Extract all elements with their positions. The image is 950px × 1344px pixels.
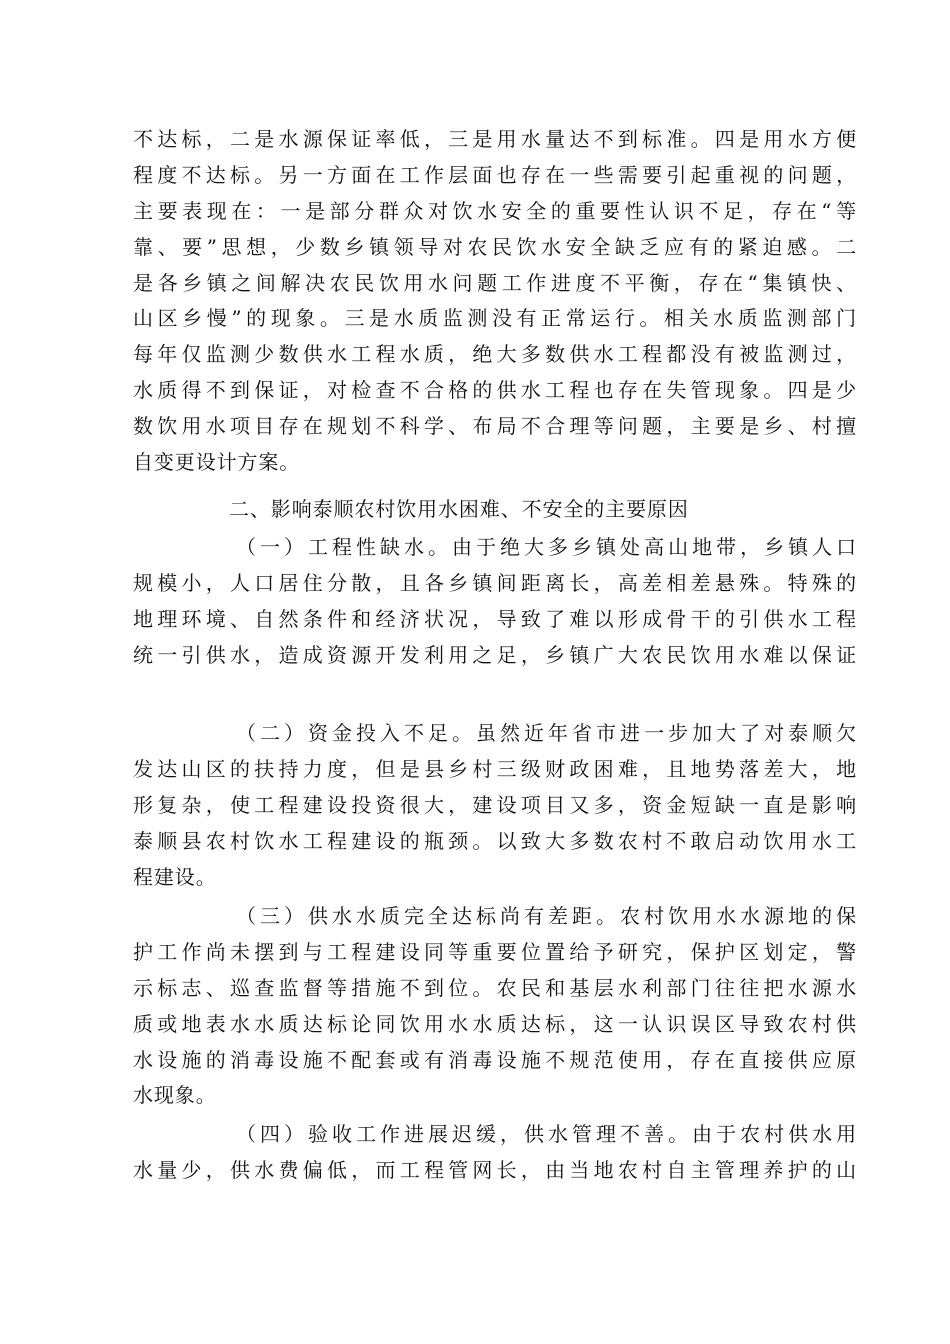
- text-line: 程建设。: [133, 864, 217, 889]
- text-line: 自变更设计方案。: [133, 450, 301, 475]
- text-line: 水量少，供水费偏低，而工程管网长，由当地农村自主管理养护的山: [133, 1157, 857, 1182]
- text-line: 地理环境、自然条件和经济状况，导致了难以形成骨干的引供水工程: [133, 606, 857, 631]
- text-line: （一）工程性缺水。由于绝大多乡镇处高山地带，乡镇人口: [236, 535, 857, 559]
- text-line: 数饮用水项目存在规划不科学、布局不合理等问题，主要是乡、村擅: [133, 414, 857, 439]
- text-line: 护工作尚未摆到与工程建设同等重要位置给予研究，保护区划定，警: [133, 939, 857, 964]
- paragraph-problems: [133, 122, 857, 481]
- section-heading: [133, 492, 857, 528]
- text-line: 泰顺县农村饮水工程建设的瓶颈。以致大多数农村不敢启动饮用水工: [133, 828, 857, 853]
- text-line: 水质得不到保证，对检查不合格的供水工程也存在失管现象。四是少: [133, 378, 857, 403]
- text-line: 规模小，人口居住分散，且各乡镇间距离长，高差相差悬殊。特殊的: [133, 570, 857, 595]
- paragraph-funding-shortage: [133, 716, 857, 895]
- text-line: 发达山区的扶持力度，但是县乡村三级财政困难，且地势落差大，地: [133, 756, 857, 781]
- text-line: 每年仅监测少数供水工程水质，绝大多数供水工程都没有被监测过，: [133, 342, 857, 367]
- text-line: 不达标，二是水源保证率低，三是用水量达不到标准。四是用水方便: [133, 127, 857, 151]
- text-line: 主要表现在：一是部分群众对饮水安全的重要性认识不足，存在“等: [133, 198, 857, 223]
- text-line: 形复杂，使工程建设投资很大，建设项目又多，资金短缺一直是影响: [133, 792, 857, 817]
- text-line: 质或地表水水质达标论同饮用水水质达标，这一认识误区导致农村供: [133, 1011, 857, 1036]
- paragraph-engineering-shortage: [133, 530, 857, 674]
- paragraph-acceptance-management: [133, 1117, 857, 1189]
- text-line: 水设施的消毒设施不配套或有消毒设施不规范使用，存在直接供应原: [133, 1047, 857, 1072]
- text-line: 靠、要”思想，少数乡镇领导对农民饮水安全缺乏应有的紧迫感。二: [133, 234, 857, 259]
- text-line: 统一引供水，造成资源开发利用之足，乡镇广大农民饮用水难以保证: [133, 642, 857, 667]
- text-line: （四）验收工作进展迟缓，供水管理不善。由于农村供水用: [236, 1122, 857, 1146]
- text-line: 是各乡镇之间解决农民饮用水问题工作进度不平衡，存在“集镇快、: [133, 270, 857, 295]
- text-line: 程度不达标。另一方面在工作层面也存在一些需要引起重视的问题，: [133, 162, 857, 187]
- text-line: 山区乡慢”的现象。三是水质监测没有正常运行。相关水质监测部门: [133, 306, 857, 331]
- paragraph-water-quality: [133, 899, 857, 1114]
- text-line: 水现象。: [133, 1083, 217, 1108]
- text-line: 示标志、巡查监督等措施不到位。农民和基层水利部门往往把水源水: [133, 975, 857, 1000]
- heading-text: 二、影响泰顺农村饮用水困难、不安全的主要原因: [229, 497, 689, 521]
- text-line: （三）供水水质完全达标尚有差距。农村饮用水水源地的保: [236, 904, 857, 928]
- text-line: （二）资金投入不足。虽然近年省市进一步加大了对泰顺欠: [236, 721, 857, 745]
